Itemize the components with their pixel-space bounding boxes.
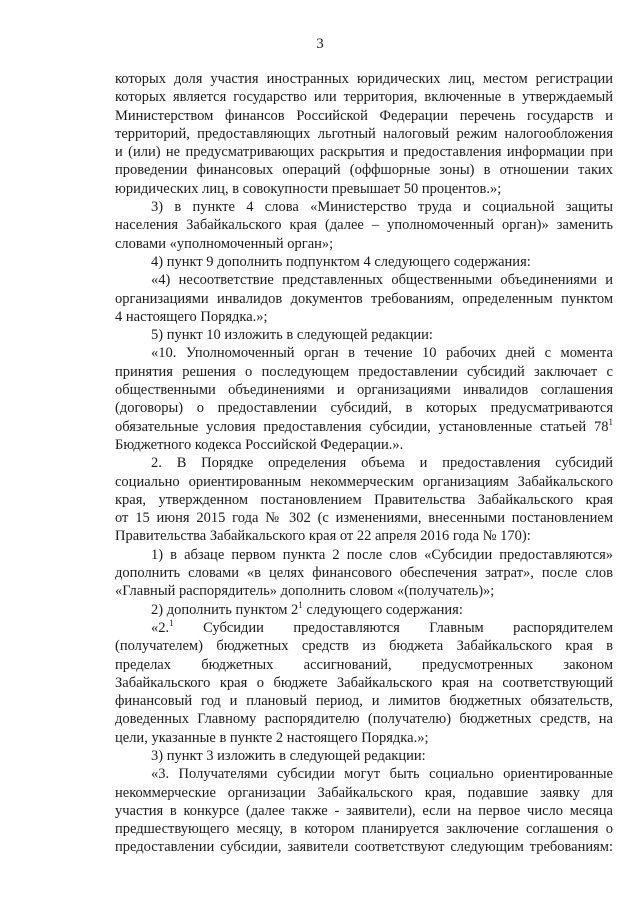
line-text: 4) пункт 9 дополнить подпунктом 4 следующего содержания: (151, 253, 531, 270)
line-text: социально ориентированным некоммерческим организациям Забайкальского (115, 473, 613, 490)
line-text: предшествующего месяцу, в котором планируется заключение соглашения о (115, 821, 613, 838)
line-text: 3) в пункте 4 слова «Министерство труда и социальной защиты (151, 199, 613, 216)
text-line (115, 70, 613, 88)
line-text: «4) несоответствие представленных общественными объединениями и (151, 272, 613, 289)
superscript: 1 (169, 617, 174, 628)
line-text: 1) в абзаце первом пункта 2 после слов «Субсидии предоставляются» (151, 546, 613, 563)
line-text: словами «уполномоченный орган»; (115, 235, 334, 252)
text-line (115, 253, 613, 271)
text-line (115, 710, 613, 728)
line-text: проведении финансовых операций (оффшорные зоны) в отношении таких (115, 162, 613, 179)
line-text: организациями инвалидов документов требованиям, определенным пунктом (115, 290, 613, 307)
line-text: «3. Получателями субсидии могут быть социально ориентированные (151, 766, 613, 783)
line-text: юридических лиц, в совокупности превышает 50 процентов.»; (115, 180, 502, 197)
text-line (115, 527, 613, 545)
line-text: финансовый год и плановый период, и лимитов бюджетных обязательств, (115, 693, 613, 710)
line-text: Правительства Забайкальского края от 22 апреля 2016 года № 170): (115, 528, 531, 545)
text-line (115, 180, 613, 198)
text-line (115, 454, 613, 472)
text-line (115, 582, 613, 600)
line-text: от 15 июня 2015 года № 302 (с изменениями, внесенными постановлением (115, 510, 613, 527)
line-text: цели, указанные в пункте 2 настоящего Порядка.»; (115, 729, 429, 746)
text-line (115, 546, 613, 564)
line-text: (договоры) о предоставлении субсидий, в которых предусматриваются (115, 400, 613, 417)
text-line (115, 784, 613, 802)
text-line (115, 344, 613, 362)
line-text: пределах бюджетных ассигнований, предусмотренных законом (115, 656, 613, 673)
line-text: «10. Уполномоченный орган в течение 10 рабочих дней с момента (151, 345, 613, 362)
text-line (115, 692, 613, 710)
text-line (115, 326, 613, 344)
text-line (115, 216, 613, 234)
text-line (115, 729, 613, 747)
line-text: обязательные условия предоставления субсидии, установленные статьей 78 (115, 418, 609, 435)
text-line (115, 637, 613, 655)
line-text-tail: следующего содержания: (302, 601, 463, 618)
text-line (115, 619, 613, 637)
text-line (115, 399, 613, 417)
text-line (115, 601, 613, 619)
text-line (115, 271, 613, 289)
line-text: территорий, предоставляющих льготный налоговый режим налогообложения (115, 125, 613, 142)
line-text: (получателем) бюджетных средств из бюджета Забайкальского края в (115, 638, 613, 655)
text-line (115, 802, 613, 820)
text-line (115, 765, 613, 783)
page-number: 3 (316, 36, 324, 52)
text-line (115, 418, 613, 436)
line-text: 2) дополнить пунктом 2 (151, 601, 299, 618)
line-text: предоставлении субсидии, заявители соответствуют следующим требованиям: (115, 839, 613, 856)
line-text: населения Забайкальского края (далее – уполномоченный орган)» заменить (115, 217, 613, 234)
text-line (115, 363, 613, 381)
line-text: участия в конкурсе (далее также - заявители), если на первое число месяца (115, 802, 613, 819)
text-line (115, 235, 613, 253)
superscript: 1 (298, 599, 303, 610)
text-line (115, 674, 613, 692)
text-line (115, 747, 613, 765)
text-line (115, 107, 613, 125)
text-line (115, 564, 613, 582)
line-text: и (или) не предусматривающих раскрытия и предоставления информации при (115, 144, 613, 161)
text-line (115, 838, 613, 856)
text-line (115, 125, 613, 143)
line-text: некоммерческие организации Забайкальского края, подавшие заявку для (115, 784, 613, 801)
text-line (115, 290, 613, 308)
line-text: дополнить словами «в целях финансового обеспечения затрат», после слов (115, 565, 613, 582)
line-text: Забайкальского края о бюджете Забайкальского края на соответствующий (115, 674, 613, 691)
line-text: Министерством финансов Российской Федерации перечень государств и (115, 107, 613, 124)
text-line (115, 88, 613, 106)
line-text: «2. (151, 619, 170, 636)
line-text: Бюджетного кодекса Российской Федерации.». (115, 436, 404, 453)
text-line (115, 473, 613, 491)
text-line (115, 656, 613, 674)
text-line (115, 509, 613, 527)
text-line (115, 143, 613, 161)
superscript: 1 (608, 416, 613, 427)
text-line (115, 491, 613, 509)
text-line (115, 308, 613, 326)
line-text: общественными объединениями и организациями инвалидов соглашения (115, 382, 613, 399)
line-text: 4 настоящего Порядка.»; (115, 308, 268, 325)
line-text: которых доля участия иностранных юридических лиц, местом регистрации (115, 71, 613, 87)
document-body (115, 70, 613, 857)
line-text: 2. В Порядке определения объема и предоставления субсидий (151, 455, 613, 472)
text-line (115, 381, 613, 399)
line-text-tail: Субсидии предоставляются Главным распорядителем (173, 619, 613, 636)
line-text: 5) пункт 10 изложить в следующей редакции: (151, 327, 433, 344)
line-text: доведенных Главному распорядителю (получателю) бюджетных средств, на (115, 711, 613, 728)
line-text: которых является государство или территория, включенные в утверждаемый (115, 89, 613, 106)
text-line (115, 436, 613, 454)
line-text: «Главный распорядитель» дополнить словом «(получатель)»; (115, 583, 495, 600)
text-line (115, 820, 613, 838)
text-line (115, 161, 613, 179)
text-line (115, 198, 613, 216)
line-text: 3) пункт 3 изложить в следующей редакции: (151, 747, 426, 764)
line-text: края, утвержденном постановлением Правительства Забайкальского края (115, 491, 613, 508)
line-text: принятия решения о последующем предоставлении субсидий заключает с (115, 363, 613, 380)
